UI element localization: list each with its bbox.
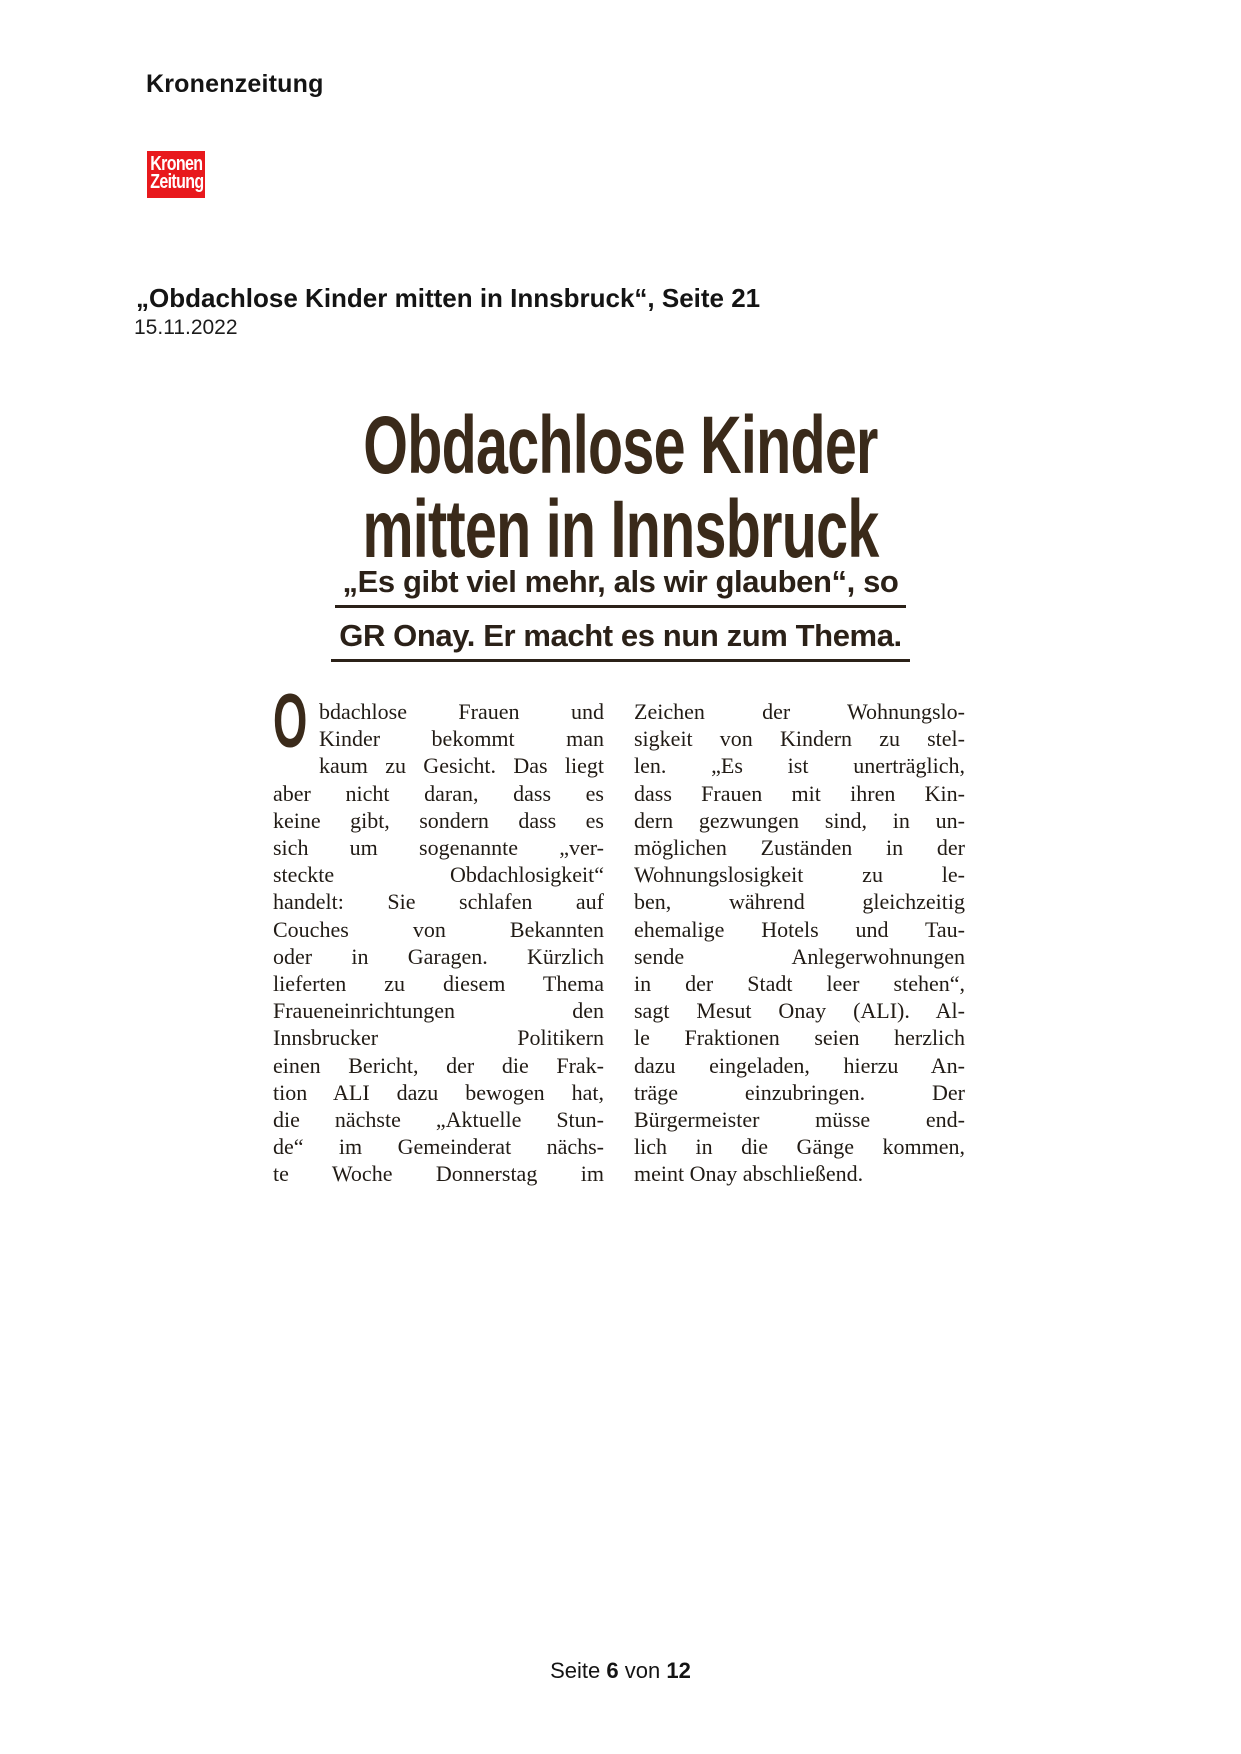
article-text-line: dazu eingeladen, hierzu An- [634,1052,965,1078]
headline-line-1: Obdachlose Kinder [363,400,878,491]
article-text-line: Wohnungslosigkeit zu le- [634,862,965,888]
article-text-line: lieferten zu diesem Thema [273,971,604,997]
article-text-line: Zeichen der Wohnungslo- [634,699,965,724]
article-text-line: Kinder bekommt man [319,726,604,752]
article-date: 15.11.2022 [134,316,238,339]
article-text-line: die nächste „Aktuelle Stun- [273,1107,604,1133]
article-text-line: len. „Es ist unerträglich, [634,753,965,779]
article-text-line: möglichen Zuständen in der [634,835,965,861]
footer-page-number: 6 [606,1658,619,1683]
article-text-line: tion ALI dazu bewogen hat, [273,1079,604,1105]
newspaper-headline [0,400,1241,575]
article-text-line: träge einzubringen. Der [634,1079,965,1105]
logo-line-2: Zeitung [150,171,204,193]
newspaper-subheadline [0,564,1241,672]
logo-text [147,151,204,193]
article-text-line: oder in Garagen. Kürzlich [273,943,604,969]
article-text-line: dern gezwungen sind, in un- [634,807,965,833]
article-text-line: handelt: Sie schlafen auf [273,889,604,915]
article-text-line: bdachlose Frauen und [319,699,604,724]
subheadline-line-1: „Es gibt viel mehr, als wir glauben“, so [335,564,907,608]
article-text-line: aber nicht daran, dass es [273,780,604,806]
article-text-line: le Fraktionen seien herzlich [634,1025,965,1051]
article-text-line: Fraueneinrichtungen den [273,998,604,1024]
subheadline-line-2: GR Onay. Er macht es nun zum Thema. [331,618,910,662]
article-text-line: steckte Obdachlosigkeit“ [273,862,604,888]
footer-separator: von [624,1658,661,1683]
article-text-line: meint Onay abschließend. [634,1161,864,1187]
article-column-right [634,698,965,1188]
headline-line-2: mitten in Innsbruck [362,484,879,575]
article-text-line: sich um sogenannte „ver- [273,835,604,861]
article-text-line: ben, während gleichzeitig [634,889,965,915]
article-text-line: Couches von Bekannten [273,916,604,942]
article-text-line: lich in die Gänge kommen, [634,1134,965,1160]
article-text-line: ehemalige Hotels und Tau- [634,916,965,942]
article-text-line: sagt Mesut Onay (ALI). Al- [634,998,965,1024]
article-text-line: in der Stadt leer stehen“, [634,971,965,997]
article-text-line: kaum zu Gesicht. Das liegt [319,753,604,779]
article-text-line: Innsbrucker Politikern [273,1025,604,1051]
publication-name: Kronenzeitung [146,70,324,98]
article-text-line: dass Frauen mit ihren Kin- [634,780,965,806]
article-reference-title: „Obdachlose Kinder mitten in Innsbruck“, Seite 21 [136,283,761,313]
article-text-line: einen Bericht, der die Frak- [273,1052,604,1078]
logo-line-1: Kronen [150,153,203,175]
article-text-line: Bürgermeister müsse end- [634,1107,965,1133]
article-body [273,679,965,1188]
article-text-line: sende Anlegerwohnungen [634,943,965,969]
article-column-left [273,679,604,1188]
footer-total-pages: 12 [666,1658,691,1683]
footer-prefix: Seite [550,1658,601,1683]
drop-cap: O [273,679,308,764]
page-footer [0,1658,1241,1684]
article-text-line: keine gibt, sondern dass es [273,807,604,833]
article-text-line: te Woche Donnerstag im [273,1161,604,1187]
article-text-line: sigkeit von Kindern zu stel- [634,726,965,752]
article-text-line: de“ im Gemeinderat nächs- [273,1134,604,1160]
kronen-zeitung-logo [147,151,205,198]
